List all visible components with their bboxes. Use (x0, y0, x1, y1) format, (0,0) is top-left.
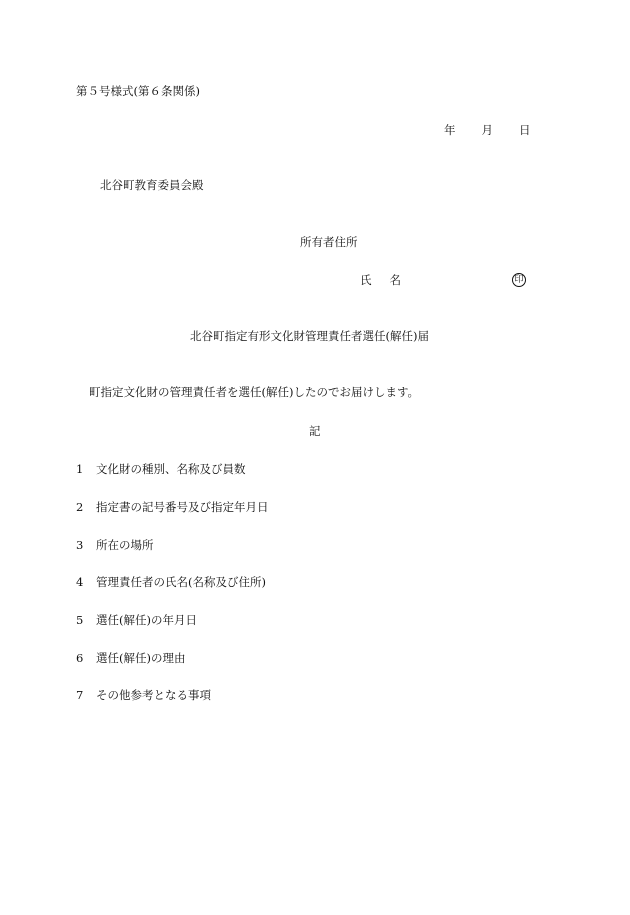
list-item (76, 540, 154, 552)
document-title: 北谷町指定有形文化財管理責任者選任(解任)届 (190, 329, 429, 343)
owner-name-char-1: 氏 (360, 273, 372, 287)
list-item (76, 577, 266, 589)
date-month-label: 月 (481, 123, 493, 137)
list-item-text: その他参考となる事項 (96, 688, 211, 702)
list-item-number: 6 (76, 651, 84, 665)
list-item-number: 5 (76, 613, 84, 627)
list-item (76, 690, 211, 702)
list-item-text: 所在の場所 (96, 538, 154, 552)
list-item-number: 7 (76, 688, 84, 702)
list-item-number: 3 (76, 538, 84, 552)
list-item-text: 選任(解任)の年月日 (96, 613, 197, 627)
owner-name-label (360, 275, 401, 287)
form-number-label: 第５号様式(第６条関係) (76, 84, 200, 98)
addressee: 北谷町教育委員会殿 (100, 178, 204, 192)
list-item-text: 指定書の記号番号及び指定年月日 (96, 500, 269, 514)
body-text: 町指定文化財の管理責任者を選任(解任)したのでお届けします。 (89, 385, 420, 399)
list-item (76, 464, 246, 476)
list-item-number: 2 (76, 500, 84, 514)
date-day-label: 日 (519, 123, 531, 137)
owner-address-label: 所有者住所 (300, 235, 358, 249)
date-year-label: 年 (444, 123, 456, 137)
list-item (76, 502, 269, 514)
list-item-number: 4 (76, 575, 84, 589)
list-item (76, 653, 185, 665)
seal-icon: 印 (512, 273, 526, 287)
list-item-text: 文化財の種別、名称及び員数 (96, 462, 246, 476)
list-item-text: 管理責任者の氏名(名称及び住所) (96, 575, 266, 589)
list-item (76, 615, 197, 627)
note-heading: 記 (309, 424, 321, 438)
date-line (444, 125, 531, 137)
list-item-number: 1 (76, 462, 84, 476)
owner-name-char-2: 名 (389, 273, 401, 287)
list-item-text: 選任(解任)の理由 (96, 651, 186, 665)
